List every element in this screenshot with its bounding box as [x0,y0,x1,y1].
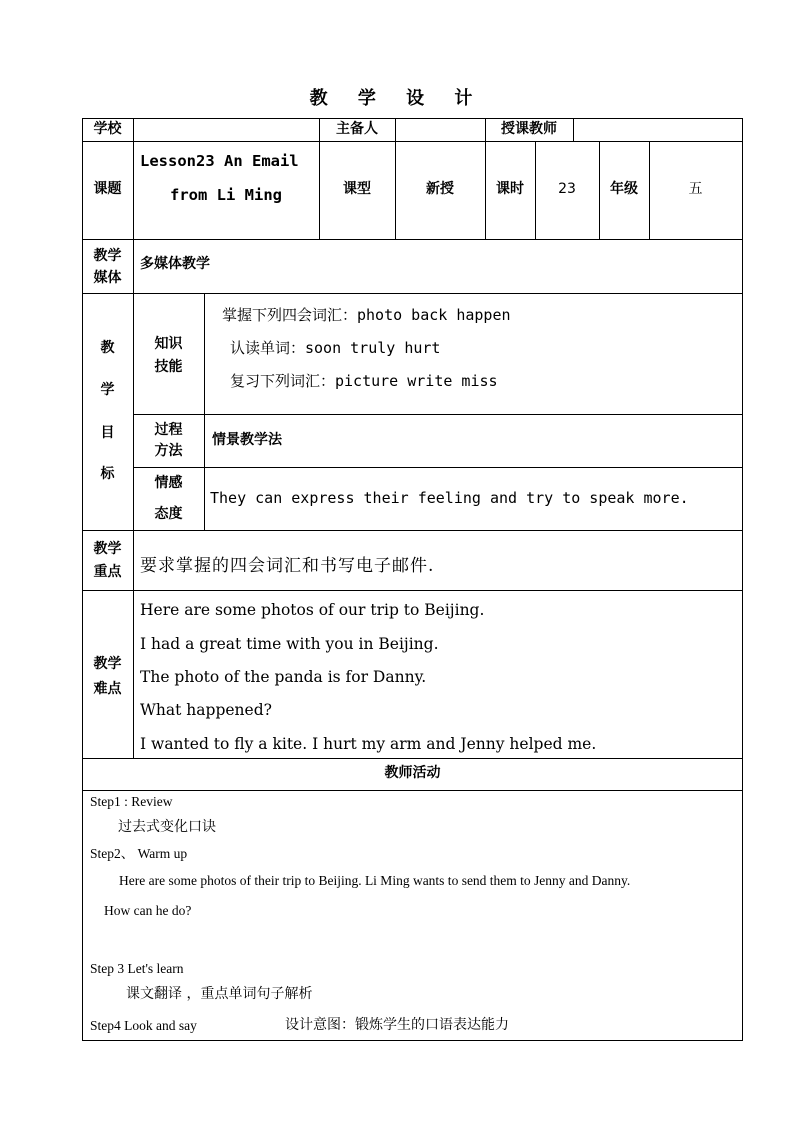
media-label: 教学 媒体 [93,248,122,286]
step2-line-1: Here are some photos of their trip to Beijing. Li Ming wants to send them to Jenny and Danny. [119,873,631,888]
step4-intent: 设计意图：锻炼学生的口语表达能力 [285,1017,509,1033]
knowledge-line-3: 复习下列词汇：picture write miss [230,372,498,390]
grade-label: 年级 [610,181,638,197]
emotion-value: They can express their feeling and try to speak more. [210,489,689,507]
lesson-title-line1: Lesson23 An Email [140,152,299,170]
step1-detail: 过去式变化口诀 [118,819,216,835]
step1-title: Step1 : Review [90,794,173,809]
knowledge-line-2: 认读单词：soon truly hurt [230,339,441,357]
topic-label: 课题 [93,181,122,197]
difficulty-line-3: The photo of the panda is for Danny. [140,668,427,686]
process-label: 过程 方法 [154,422,183,459]
media-value: 多媒体教学 [140,256,210,272]
key-points-value: 要求掌握的四会词汇和书写电子邮件. [140,556,435,576]
type-value: 新授 [426,181,454,197]
step2-line-2: How can he do? [104,903,192,918]
key-points-label: 教学 重点 [93,541,122,580]
type-label: 课型 [343,181,371,197]
step3-title: Step 3 Let's learn [90,961,184,976]
step3-detail: 课文翻译 ，重点单词句子解析 [126,986,313,1002]
difficulties-label: 教学 难点 [93,656,122,697]
lesson-title-line2: from Li Ming [170,186,282,204]
activities-header: 教师活动 [384,765,441,781]
teacher-label: 授课教师 [501,121,557,137]
school-label: 学校 [93,121,122,137]
lead-label: 主备人 [336,121,378,137]
grade-value: 五 [688,181,703,197]
difficulty-line-4: What happened? [140,701,272,719]
process-value: 情景教学法 [212,432,282,448]
difficulty-line-5: I wanted to fly a kite. I hurt my arm and Jenny helped me. [140,735,597,753]
period-value: 23 [558,181,576,197]
knowledge-line-1: 掌握下列四会词汇：photo back happen [222,306,511,324]
step2-title: Step2、 Warm up [90,846,188,861]
knowledge-label: 知识 技能 [154,336,183,375]
page-title: 教 学 设 计 [309,88,485,109]
emotion-label: 情感 态度 [154,475,183,522]
step4-title: Step4 Look and say [90,1018,197,1033]
period-label: 课时 [496,181,524,197]
difficulty-line-2: I had a great time with you in Beijing. [140,635,439,653]
difficulty-line-1: Here are some photos of our trip to Beijing. [140,601,485,619]
